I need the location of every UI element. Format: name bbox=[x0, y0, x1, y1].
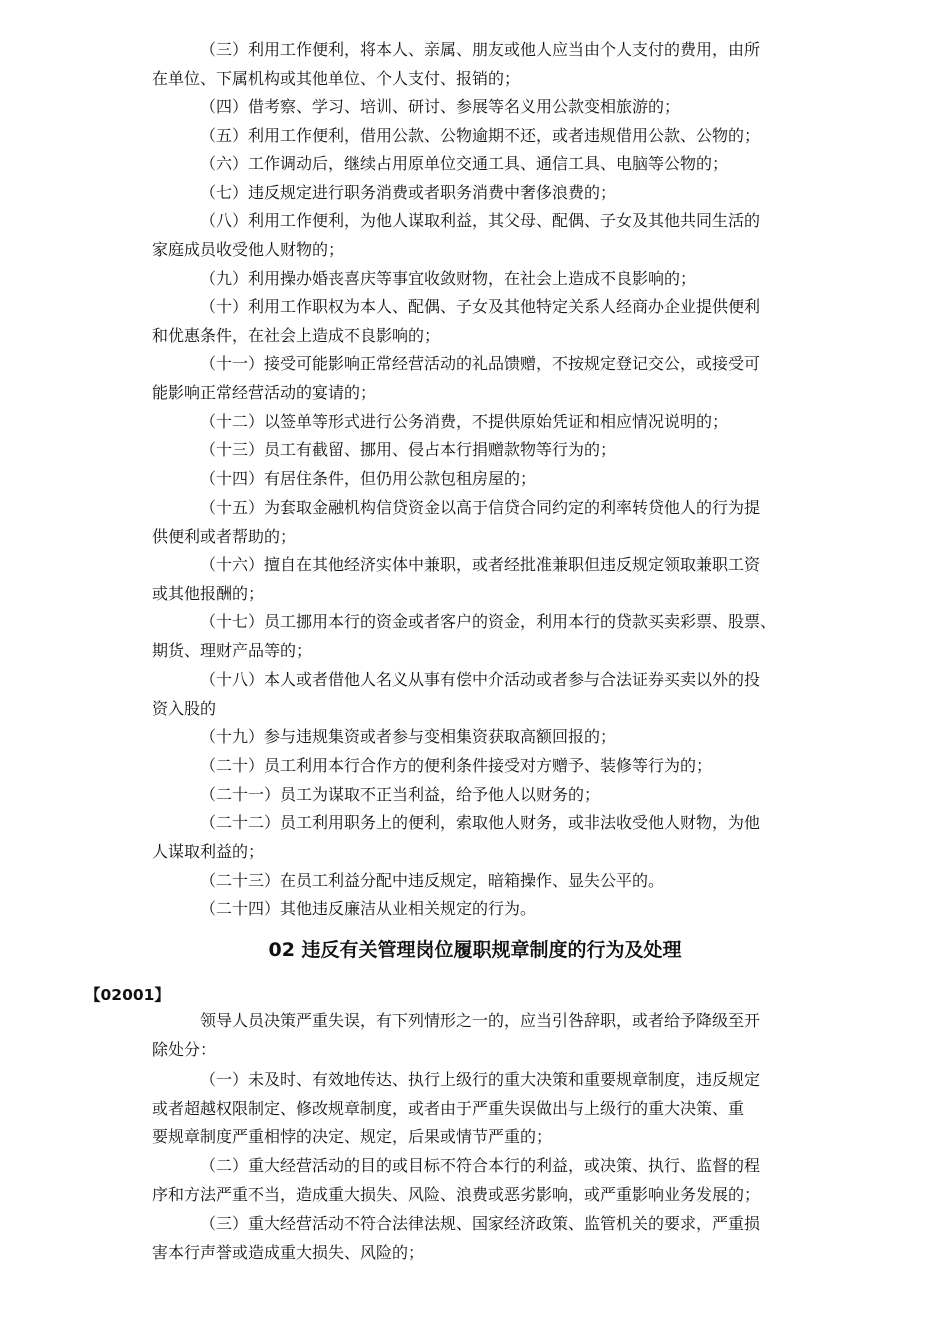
intro-line: 领导人员决策严重失误，有下列情形之一的，应当引咎辞职，或者给予降级至开 bbox=[200, 1011, 761, 1030]
intro-line: 除处分： bbox=[152, 1039, 217, 1059]
clause-line: （二十二）员工利用职务上的便利，索取他人财务，或非法收受他人财物，为他 bbox=[200, 813, 761, 832]
clause-line: （十三）员工有截留、挪用、侵占本行捐赠款物等行为的； bbox=[200, 440, 617, 459]
clause-item-20 bbox=[152, 752, 877, 781]
clause-line: 能影响正常经营活动的宴请的； bbox=[152, 382, 377, 402]
clause-line: 和优惠条件，在社会上造成不良影响的； bbox=[152, 325, 441, 345]
clause-line: 害本行声誉或造成重大损失、风险的； bbox=[152, 1242, 425, 1262]
clause-line: （三）重大经营活动不符合法律法规、国家经济政策、监管机关的要求，严重损 bbox=[200, 1214, 761, 1233]
clause-line: （十四）有居住条件，但仍用公款包租房屋的； bbox=[200, 469, 537, 488]
clause-line: （十五）为套取金融机构信贷资金以高于信贷合同约定的利率转贷他人的行为提 bbox=[200, 498, 761, 517]
clause-line: （八）利用工作便利，为他人谋取利益，其父母、配偶、子女及其他共同生活的 bbox=[200, 211, 761, 230]
clause-item-14 bbox=[152, 465, 877, 494]
clause-item-3 bbox=[152, 36, 877, 93]
article-intro bbox=[152, 1007, 877, 1064]
clause-line: （一）未及时、有效地传达、执行上级行的重大决策和重要规章制度，违反规定 bbox=[200, 1070, 761, 1089]
clause-line: （二十三）在员工利益分配中违反规定，暗箱操作、显失公平的。 bbox=[200, 871, 665, 890]
clause-item-7 bbox=[152, 179, 877, 208]
clause-line: （十）利用工作职权为本人、配偶、子女及其他特定关系人经商办企业提供便利 bbox=[200, 297, 761, 316]
sub-clause-3 bbox=[152, 1210, 877, 1267]
clause-item-16 bbox=[152, 551, 877, 608]
clause-item-15 bbox=[152, 494, 877, 551]
section-heading: 02 违反有关管理岗位履职规章制度的行为及处理 bbox=[268, 939, 682, 961]
clause-line: 序和方法严重不当，造成重大损失、风险、浪费或恶劣影响，或严重影响业务发展的； bbox=[152, 1184, 761, 1204]
clause-line: （十二）以签单等形式进行公务消费，不提供原始凭证和相应情况说明的； bbox=[200, 412, 729, 431]
clause-item-4 bbox=[152, 93, 877, 122]
sub-clause-1 bbox=[152, 1066, 877, 1152]
clause-line: （九）利用操办婚丧喜庆等事宜收敛财物，在社会上造成不良影响的； bbox=[200, 269, 697, 288]
clause-line: 或其他报酬的； bbox=[152, 583, 265, 603]
clause-item-19 bbox=[152, 723, 877, 752]
clause-item-21 bbox=[152, 781, 877, 810]
clause-line: 家庭成员收受他人财物的； bbox=[152, 239, 345, 259]
clause-line: （十一）接受可能影响正常经营活动的礼品馈赠，不按规定登记交公，或接受可 bbox=[200, 354, 761, 373]
clause-line: （十六）擅自在其他经济实体中兼职，或者经批准兼职但违反规定领取兼职工资 bbox=[200, 555, 761, 574]
clause-line: （四）借考察、学习、培训、研讨、参展等名义用公款变相旅游的； bbox=[200, 97, 681, 116]
clause-line: （二十一）员工为谋取不正当利益，给予他人以财务的； bbox=[200, 785, 601, 804]
clause-line: 要规章制度严重相悖的决定、规定，后果或情节严重的； bbox=[152, 1127, 553, 1147]
clause-item-6 bbox=[152, 150, 877, 179]
clause-item-22 bbox=[152, 809, 877, 866]
clause-item-23 bbox=[152, 867, 877, 896]
clause-line: （三）利用工作便利，将本人、亲属、朋友或他人应当由个人支付的费用，由所 bbox=[200, 40, 761, 59]
clause-item-8 bbox=[152, 207, 877, 264]
clause-line: 资入股的 bbox=[152, 698, 217, 718]
clause-line: （七）违反规定进行职务消费或者职务消费中奢侈浪费的； bbox=[200, 183, 617, 202]
clause-line: 人谋取利益的； bbox=[152, 841, 265, 861]
clause-line: 或者超越权限制定、修改规章制度，或者由于严重失误做出与上级行的重大决策、重 bbox=[152, 1098, 745, 1118]
clause-item-12 bbox=[152, 408, 877, 437]
clause-line: （六）工作调动后，继续占用原单位交通工具、通信工具、电脑等公物的； bbox=[200, 154, 729, 173]
clause-item-5 bbox=[152, 122, 877, 151]
clause-item-9 bbox=[152, 265, 877, 294]
clause-line: （二十四）其他违反廉洁从业相关规定的行为。 bbox=[200, 899, 537, 918]
article-code: 【02001】 bbox=[85, 986, 170, 1004]
clause-item-10 bbox=[152, 293, 877, 350]
clause-item-18 bbox=[152, 666, 877, 723]
clause-line: （二）重大经营活动的目的或目标不符合本行的利益，或决策、执行、监督的程 bbox=[200, 1156, 761, 1175]
clause-item-11 bbox=[152, 350, 877, 407]
clause-line: 期货、理财产品等的； bbox=[152, 640, 313, 660]
clause-item-13 bbox=[152, 436, 877, 465]
clause-line: （十八）本人或者借他人名义从事有偿中介活动或者参与合法证券买卖以外的投 bbox=[200, 670, 761, 689]
clause-line: （十九）参与违规集资或者参与变相集资获取高额回报的； bbox=[200, 727, 617, 746]
clause-line: （五）利用工作便利，借用公款、公物逾期不还，或者违规借用公款、公物的； bbox=[200, 126, 761, 145]
clause-line: 供便利或者帮助的； bbox=[152, 526, 297, 546]
clause-line: 在单位、下属机构或其他单位、个人支付、报销的； bbox=[152, 68, 521, 88]
clause-item-17 bbox=[152, 608, 877, 665]
clause-line: （二十）员工利用本行合作方的便利条件接受对方赠予、装修等行为的； bbox=[200, 756, 713, 775]
sub-clause-2 bbox=[152, 1152, 877, 1209]
clause-line: （十七）员工挪用本行的资金或者客户的资金，利用本行的贷款买卖彩票、股票、 bbox=[200, 612, 777, 631]
clause-item-24 bbox=[152, 895, 877, 924]
